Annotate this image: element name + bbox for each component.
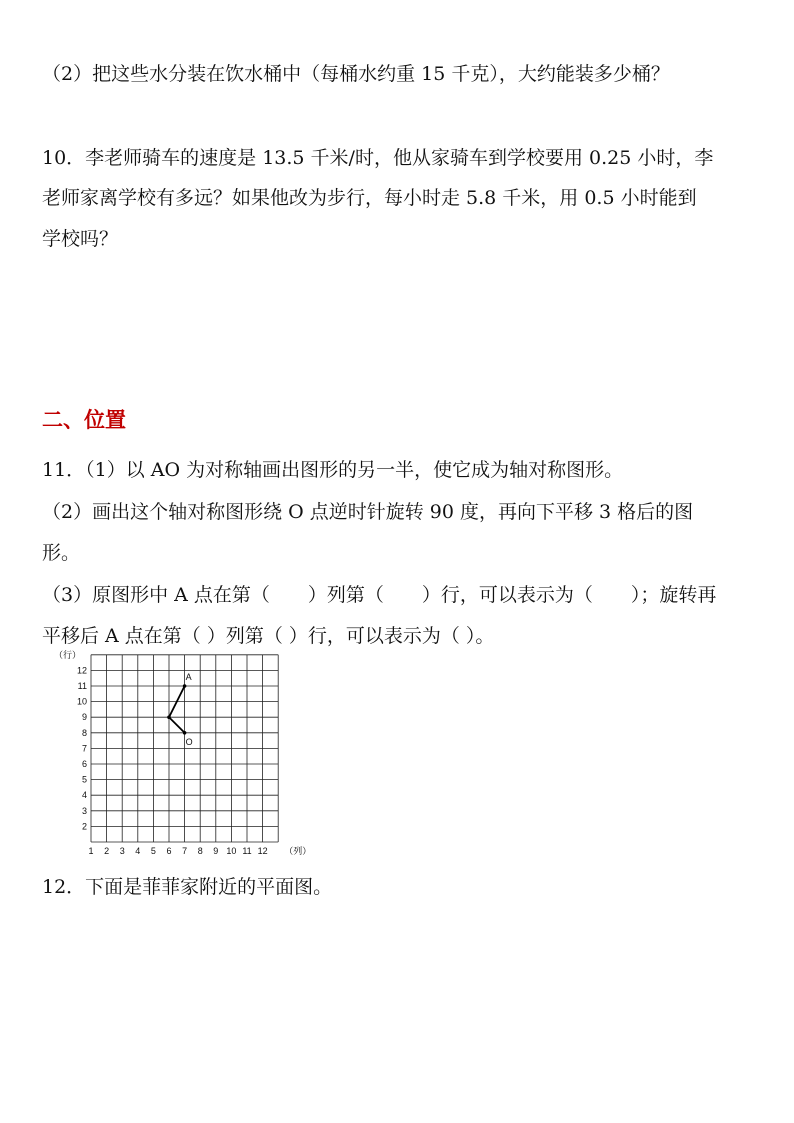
coordinate-grid	[52, 649, 322, 864]
col-tick-label: 4	[135, 846, 141, 856]
q11-line5: 平移后 A 点在第（ ）列第（ ）行，可以表示为（ ）。	[42, 625, 495, 647]
q11-line4: （3）原图形中 A 点在第（ ）列第（ ）行，可以表示为（ ）；旋转再	[42, 584, 717, 606]
q11-line1: 11．（1）以 AO 为对称轴画出图形的另一半，使它成为轴对称图形。	[42, 459, 624, 481]
row-tick-label: 4	[81, 790, 87, 801]
point-label-a: A	[185, 672, 192, 682]
col-tick-label: 8	[197, 846, 203, 856]
section-title: 二、位置	[42, 408, 126, 432]
point-label-o: O	[185, 736, 193, 747]
col-tick-label: 10	[226, 846, 237, 856]
col-tick-label: 9	[213, 846, 219, 856]
row-tick-label: 10	[76, 696, 87, 707]
col-tick-label: 12	[257, 846, 268, 856]
row-tick-label: 7	[81, 743, 87, 754]
row-tick-label: 12	[76, 665, 87, 676]
grid-figure	[52, 649, 322, 860]
q9-part2: （2）把这些水分装在饮水桶中（每桶水约重 15 千克），大约能装多少桶？	[42, 63, 670, 85]
col-tick-label: 1	[88, 846, 94, 856]
col-tick-label: 6	[166, 846, 172, 856]
col-tick-label: 5	[150, 846, 156, 856]
col-tick-label: 3	[119, 846, 125, 856]
row-tick-label: 11	[77, 681, 87, 691]
q11-line2: （2）画出这个轴对称图形绕 O 点逆时针旋转 90 度，再向下平移 3 格后的图	[42, 501, 694, 523]
q12-line1: 12．下面是菲菲家附近的平面图。	[42, 876, 333, 898]
q10-line3: 学校吗？	[42, 228, 119, 250]
figure-shape	[169, 686, 185, 733]
figure-vertex	[183, 731, 187, 735]
q10-line2: 老师家离学校有多远？如果他改为步行，每小时走 5.8 千米，用 0.5 小时能到	[42, 187, 697, 209]
row-tick-label: 5	[81, 774, 87, 785]
q11-line3: 形。	[42, 542, 81, 564]
row-tick-label: 6	[81, 759, 87, 769]
col-tick-label: 11	[242, 846, 252, 856]
row-tick-label: 9	[81, 712, 87, 723]
row-tick-label: 2	[81, 821, 87, 832]
row-tick-label: 8	[81, 727, 87, 738]
col-tick-label: 2	[104, 846, 110, 856]
figure-vertex	[167, 715, 171, 719]
col-tick-label: 7	[182, 846, 188, 856]
figure-vertex	[183, 684, 187, 688]
row-axis-label: （行）	[54, 649, 82, 660]
row-tick-label: 3	[81, 805, 87, 816]
q10-line1: 10．李老师骑车的速度是 13.5 千米/时，他从家骑车到学校要用 0.25 小时，李	[42, 147, 714, 169]
col-axis-label: （列）	[284, 846, 312, 856]
